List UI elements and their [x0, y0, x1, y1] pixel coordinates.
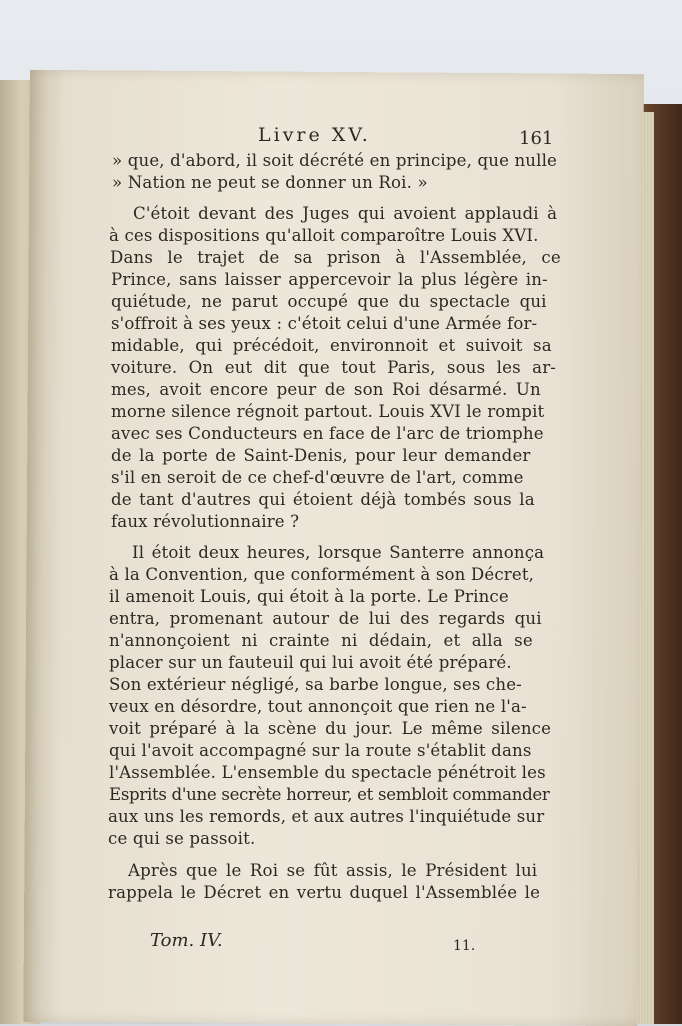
text-line: avec ses Conducteurs en face de l'arc de triomphe: [111, 424, 544, 443]
text-line: Après que le Roi se fût assis, le Président lui: [128, 861, 538, 880]
text-line: » Nation ne peut se donner un Roi. »: [112, 173, 428, 192]
text-line: aux uns les remords, et aux autres l'inquiétude sur: [108, 807, 545, 826]
text-line: à la Convention, que conformément à son Décret,: [109, 565, 535, 584]
text-line: n'annonçoient ni crainte ni dédain, et alla se: [109, 631, 533, 650]
text-line: voiture. On eut dit que tout Paris, sous les ar-: [111, 358, 557, 377]
text-line: s'offroit à ses yeux : c'étoit celui d'une Armée for-: [111, 314, 538, 333]
text-line: Dans le trajet de sa prison à l'Assemblée, ce: [110, 248, 561, 267]
text-line: de la porte de Saint-Denis, pour leur demander: [111, 446, 531, 465]
text-line: il amenoit Louis, qui étoit à la porte. Le Prince: [109, 587, 509, 606]
text-line: à ces dispositions qu'alloit comparoître Louis XVI.: [109, 226, 539, 245]
text-line: placer sur un fauteuil qui lui avoit été préparé.: [109, 653, 512, 672]
text-line: Il étoit deux heures, lorsque Santerre annonça: [132, 543, 545, 562]
text-line: ce qui se passoit.: [108, 829, 256, 848]
text-line: rappela le Décret en vertu duquel l'Assemblée le: [108, 883, 541, 902]
page-number: 161: [519, 128, 554, 149]
text-line: Son extérieur négligé, sa barbe longue, ses che-: [109, 675, 522, 694]
running-head: Livre XV.: [258, 124, 371, 146]
text-line: » que, d'abord, il soit décrété en principe, que nulle: [112, 151, 558, 170]
text-line: veux en désordre, tout annonçoit que rien ne l'a-: [109, 697, 527, 716]
text-line: morne silence régnoit partout. Louis XVI le rompit: [111, 402, 545, 421]
text-line: Esprits d'une secrète horreur, et sembloit commander: [109, 785, 550, 804]
text-line: qui l'avoit accompagné sur la route s'établit dans: [109, 741, 532, 760]
gathering-mark: 11.: [453, 938, 476, 954]
text-line: s'il en seroit de ce chef-d'œuvre de l'art, comme: [111, 468, 524, 487]
text-line: faux révolutionnaire ?: [111, 512, 300, 531]
text-line: de tant d'autres qui étoient déjà tombés sous la: [111, 490, 535, 509]
text-line: Prince, sans laisser appercevoir la plus légère in-: [111, 270, 548, 289]
text-line: entra, promenant autour de lui des regards qui: [109, 609, 542, 628]
text-line: l'Assemblée. L'ensemble du spectacle pénétroit les: [109, 763, 546, 782]
text-line: quiétude, ne parut occupé que du spectacle qui: [111, 292, 547, 311]
text-line: voit préparé à la scène du jour. Le même silence: [109, 719, 552, 738]
text-line: C'étoit devant des Juges qui avoient applaudi à: [133, 204, 558, 223]
text-line: mes, avoit encore peur de son Roi désarmé. Un: [111, 380, 541, 399]
volume-signature: Tom. IV.: [150, 930, 223, 951]
text-line: midable, qui précédoit, environnoit et suivoit sa: [111, 336, 552, 355]
